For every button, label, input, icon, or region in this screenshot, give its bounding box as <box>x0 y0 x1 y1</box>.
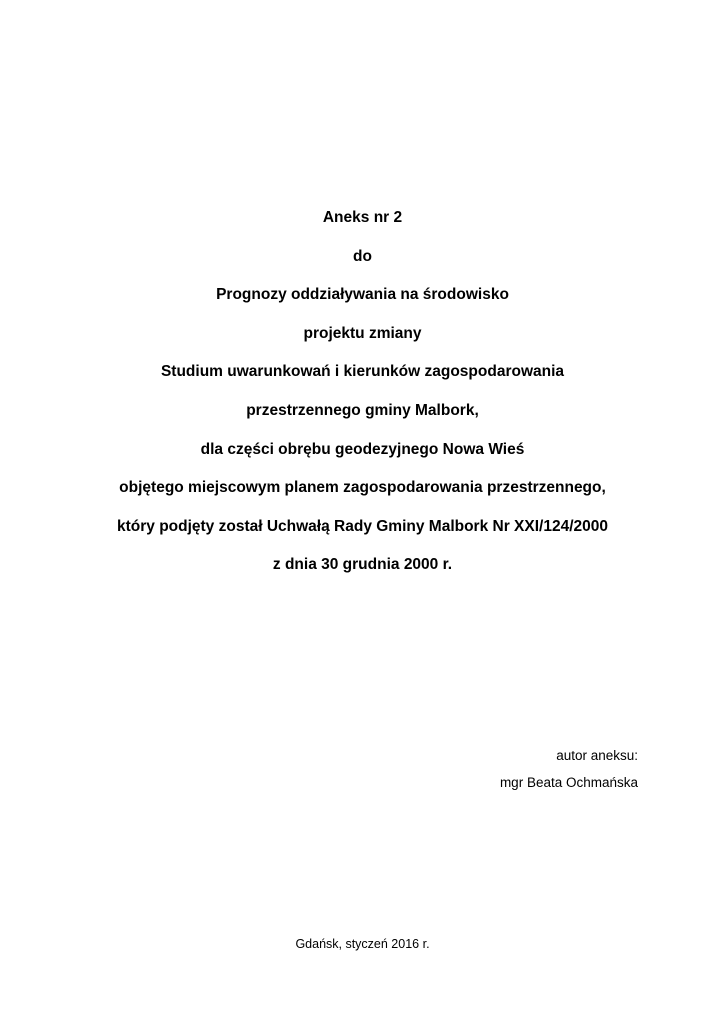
title-line-study: Studium uwarunkowań i kierunków zagospodarowania <box>160 363 565 381</box>
title-line-municipality: przestrzennego gminy Malbork, <box>246 401 479 419</box>
document-title-block <box>0 208 725 594</box>
title-line-date: z dnia 30 grudnia 2000 r. <box>272 556 453 574</box>
title-line-annex-number: Aneks nr 2 <box>322 209 403 226</box>
title-line-project: projektu zmiany <box>303 324 422 342</box>
author-block <box>500 747 638 801</box>
author-name: mgr Beata Ochmańska <box>499 775 638 790</box>
title-line-resolution: który podjęty został Uchwałą Rady Gminy Malbork Nr XXI/124/2000 <box>116 517 608 535</box>
place-date-footer: Gdańsk, styczeń 2016 r. <box>295 937 430 951</box>
title-line-do: do <box>353 247 372 265</box>
author-label: autor aneksu: <box>556 748 638 763</box>
title-line-forecast: Prognozy oddziaływania na środowisko <box>216 286 509 304</box>
title-line-area: dla części obrębu geodezyjnego Nowa Wieś <box>200 440 525 458</box>
title-line-local-plan: objętego miejscowym planem zagospodarowania przestrzennego, <box>119 479 606 497</box>
